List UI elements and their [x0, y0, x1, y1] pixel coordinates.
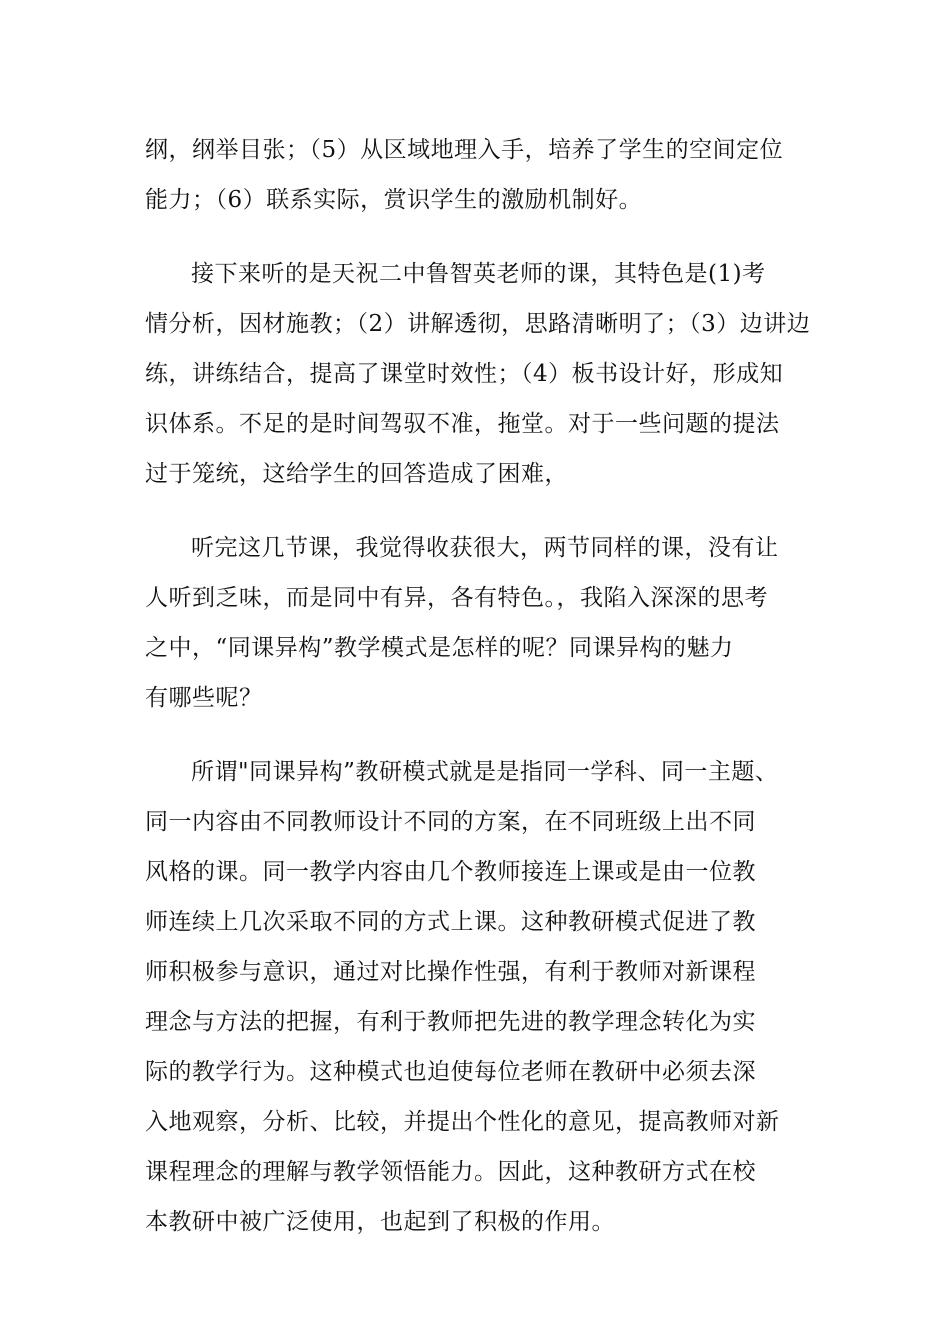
- paragraph: [145, 249, 825, 499]
- text-line: 同一内容由不同教师设计不同的方案，在不同班级上出不同: [145, 809, 756, 835]
- text-line: 际的教学行为。这种模式也迫使每位老师在教研中必须去深: [145, 1059, 756, 1085]
- paragraph: [145, 125, 825, 225]
- text-line: 练，讲练结合，提高了课堂时效性；（4）板书设计好，形成知: [145, 361, 784, 387]
- text-line: 师积极参与意识，通过对比操作性强，有利于教师对新课程: [145, 959, 756, 985]
- text-line: 人听到乏味，而是同中有异，各有特色。，我陷入深深的思考: [145, 585, 768, 611]
- text-line: 风格的课。同一教学内容由几个教师接连上课或是由一位教: [145, 859, 756, 885]
- paragraph: [145, 523, 825, 723]
- text-line: 听完这几节课，我觉得收获很大，两节同样的课，没有让: [191, 535, 779, 561]
- text-line: 理念与方法的把握，有利于教师把先进的教学理念转化为实: [145, 1009, 756, 1035]
- text-line: 所谓"同课异构”教研模式就是是指同一学科、同一主题、: [191, 759, 779, 785]
- text-line: 课程理念的理解与教学领悟能力。因此，这种教研方式在校: [145, 1159, 756, 1185]
- text-line: 过于笼统，这给学生的回答造成了困难，: [145, 461, 568, 487]
- text-line: 本教研中被广泛使用，也起到了积极的作用。: [145, 1209, 615, 1235]
- text-line: 入地观察，分析、比较，并提出个性化的意见，提高教师对新: [145, 1109, 780, 1135]
- text-line: 之中，“同课异构”教学模式是怎样的呢？同课异构的魅力: [145, 635, 734, 661]
- text-line: 能力；（6）联系实际，赏识学生的激励机制好。: [145, 187, 643, 213]
- text-line: 接下来听的是天祝二中鲁智英老师的课，其特色是(1)考: [191, 261, 766, 287]
- text-line: 情分析，因材施教；（2）讲解透彻，思路清晰明了；（3）边讲边: [145, 311, 811, 337]
- text-line: 识体系。不足的是时间驾驭不准，拖堂。对于一些问题的提法: [145, 411, 780, 437]
- paragraph: [145, 747, 825, 1247]
- document-body: [145, 125, 825, 1247]
- text-line: 师连续上几次采取不同的方式上课。这种教研模式促进了教: [145, 909, 756, 935]
- text-line: 纲，纲举目张；（5）从区域地理入手，培养了学生的空间定位: [145, 137, 784, 163]
- text-line: 有哪些呢？: [145, 685, 263, 711]
